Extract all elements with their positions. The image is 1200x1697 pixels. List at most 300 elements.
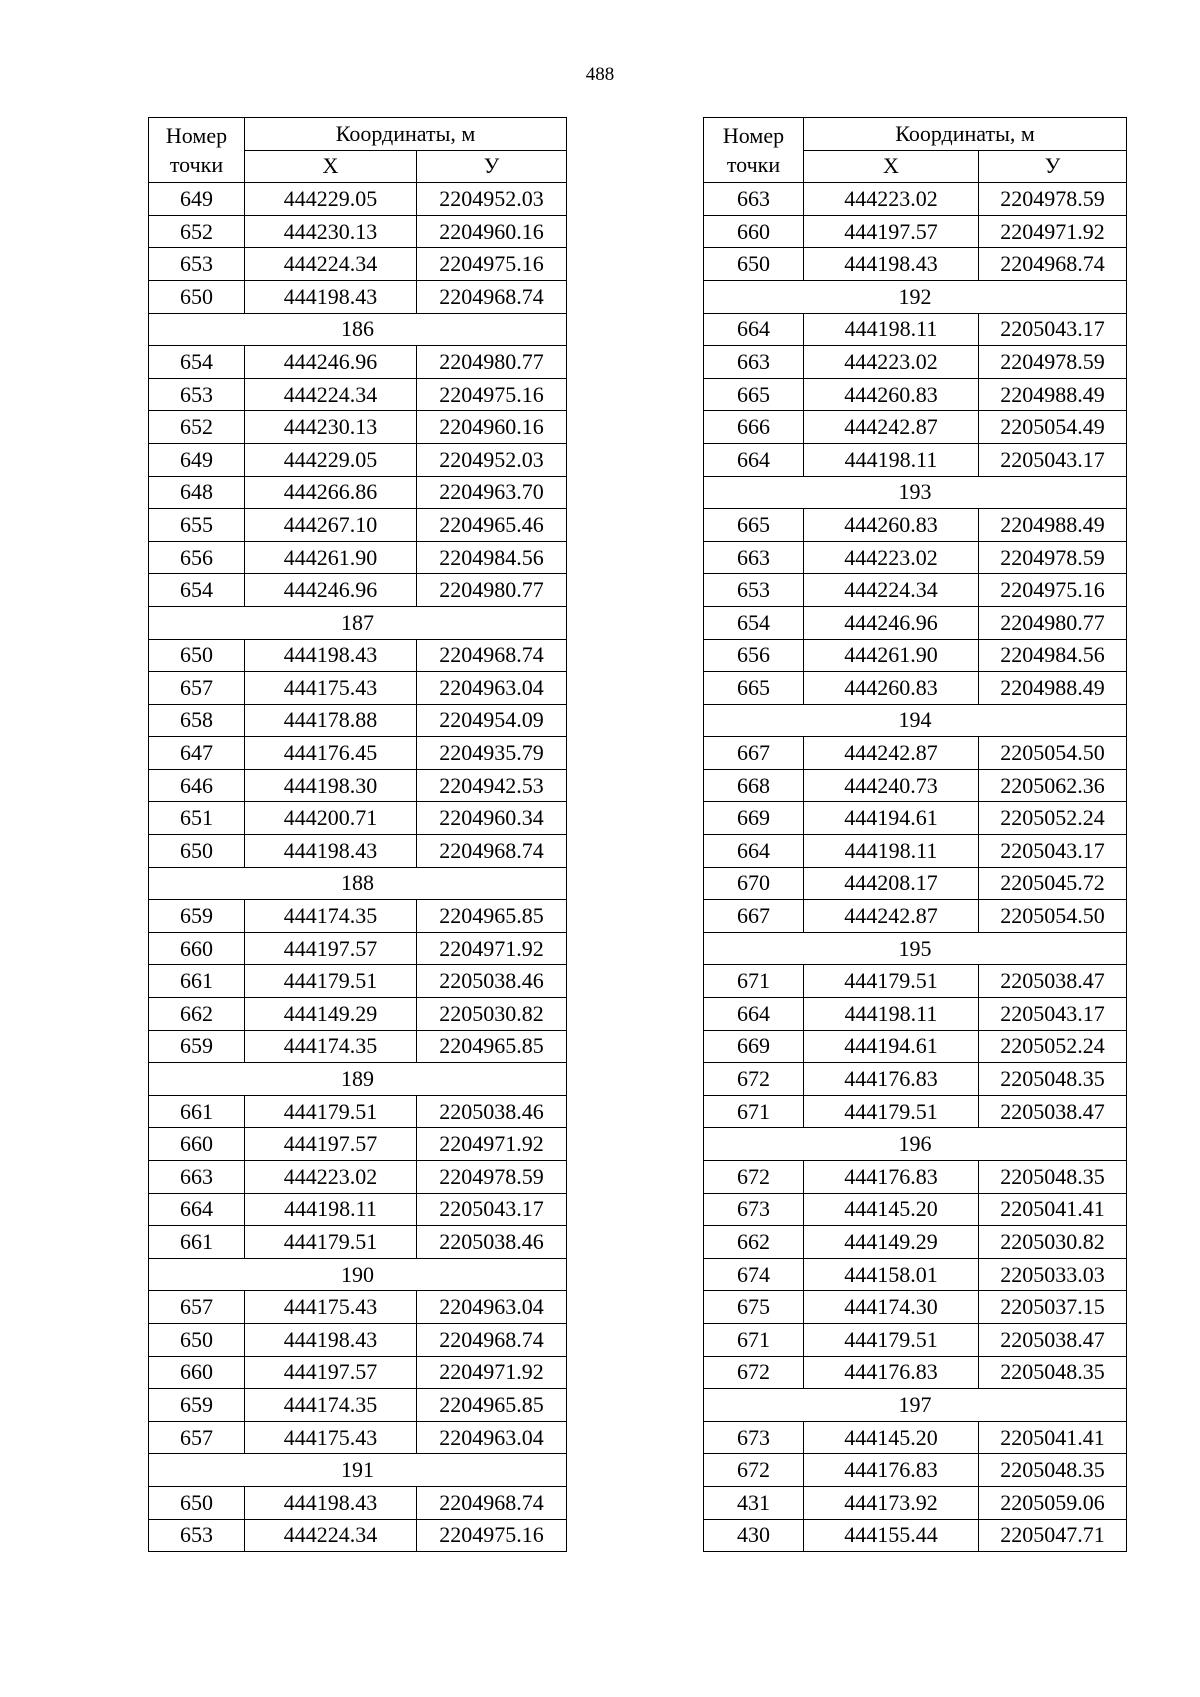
point-number-cell: 664 (704, 998, 804, 1031)
table-row (149, 965, 567, 998)
table-row (704, 1454, 1127, 1487)
section-number: 194 (704, 704, 1127, 737)
table-row (149, 1095, 567, 1128)
y-coordinate-cell: 2205048.35 (979, 1063, 1127, 1096)
point-number-cell: 671 (704, 1095, 804, 1128)
x-coordinate-cell: 444266.86 (245, 476, 417, 509)
point-number-cell: 675 (704, 1291, 804, 1324)
section-number: 195 (704, 932, 1127, 965)
point-number-cell: 662 (149, 998, 245, 1031)
point-number-cell: 650 (149, 835, 245, 868)
x-coordinate-cell: 444176.83 (804, 1454, 979, 1487)
x-coordinate-cell: 444267.10 (245, 509, 417, 542)
y-coordinate-cell: 2204942.53 (417, 769, 567, 802)
table-row (704, 215, 1127, 248)
table-row (149, 1030, 567, 1063)
point-number-cell: 660 (704, 215, 804, 248)
y-coordinate-cell: 2204971.92 (417, 1128, 567, 1161)
y-coordinate-cell: 2205041.41 (979, 1421, 1127, 1454)
table-row (704, 737, 1127, 770)
section-row (149, 1063, 567, 1096)
y-coordinate-cell: 2205043.17 (417, 1193, 567, 1226)
table-row (149, 1161, 567, 1194)
section-number: 190 (149, 1258, 567, 1291)
point-number-cell: 430 (704, 1519, 804, 1552)
table-row (149, 932, 567, 965)
section-row (149, 1454, 567, 1487)
y-coordinate-cell: 2204952.03 (417, 443, 567, 476)
section-number: 197 (704, 1389, 1127, 1422)
x-coordinate-cell: 444175.43 (245, 1421, 417, 1454)
y-coordinate-cell: 2205038.46 (417, 965, 567, 998)
point-number-cell: 647 (149, 737, 245, 770)
header-x: X (804, 150, 979, 183)
table-row (704, 313, 1127, 346)
point-number-cell: 663 (704, 346, 804, 379)
point-number-cell: 646 (149, 769, 245, 802)
table-row (704, 769, 1127, 802)
x-coordinate-cell: 444230.13 (245, 411, 417, 444)
section-row (149, 606, 567, 639)
section-row (704, 704, 1127, 737)
x-coordinate-cell: 444174.35 (245, 1030, 417, 1063)
y-coordinate-cell: 2204963.70 (417, 476, 567, 509)
y-coordinate-cell: 2205054.50 (979, 737, 1127, 770)
y-coordinate-cell: 2204984.56 (979, 639, 1127, 672)
y-coordinate-cell: 2205048.35 (979, 1356, 1127, 1389)
point-number-cell: 660 (149, 1356, 245, 1389)
point-number-cell: 651 (149, 802, 245, 835)
y-coordinate-cell: 2205041.41 (979, 1193, 1127, 1226)
y-coordinate-cell: 2205030.82 (979, 1226, 1127, 1259)
table-row (149, 346, 567, 379)
table-row (704, 1356, 1127, 1389)
x-coordinate-cell: 444224.34 (804, 574, 979, 607)
point-number-cell: 672 (704, 1454, 804, 1487)
section-row (704, 476, 1127, 509)
point-number-cell: 674 (704, 1258, 804, 1291)
x-coordinate-cell: 444198.43 (245, 835, 417, 868)
table-row (704, 346, 1127, 379)
point-number-cell: 659 (149, 1389, 245, 1422)
point-number-cell: 665 (704, 672, 804, 705)
x-coordinate-cell: 444149.29 (245, 998, 417, 1031)
table-row (704, 998, 1127, 1031)
point-number-cell: 655 (149, 509, 245, 542)
x-coordinate-cell: 444145.20 (804, 1193, 979, 1226)
point-number-cell: 648 (149, 476, 245, 509)
table-row (149, 737, 567, 770)
table-row (704, 541, 1127, 574)
table-row (704, 443, 1127, 476)
y-coordinate-cell: 2204965.46 (417, 509, 567, 542)
table-row (149, 280, 567, 313)
x-coordinate-cell: 444198.30 (245, 769, 417, 802)
point-number-cell: 653 (149, 1519, 245, 1552)
point-number-cell: 672 (704, 1356, 804, 1389)
point-number-cell: 664 (704, 835, 804, 868)
table-row (704, 1030, 1127, 1063)
x-coordinate-cell: 444176.83 (804, 1063, 979, 1096)
section-number: 196 (704, 1128, 1127, 1161)
section-row (704, 1389, 1127, 1422)
y-coordinate-cell: 2204980.77 (417, 574, 567, 607)
y-coordinate-cell: 2205038.47 (979, 1323, 1127, 1356)
table-row (704, 965, 1127, 998)
point-number-cell: 654 (149, 574, 245, 607)
y-coordinate-cell: 2204984.56 (417, 541, 567, 574)
point-number-cell: 670 (704, 867, 804, 900)
y-coordinate-cell: 2204975.16 (417, 378, 567, 411)
x-coordinate-cell: 444261.90 (804, 639, 979, 672)
point-number-cell: 657 (149, 1421, 245, 1454)
y-coordinate-cell: 2204988.49 (979, 672, 1127, 705)
x-coordinate-cell: 444198.43 (245, 280, 417, 313)
y-coordinate-cell: 2205052.24 (979, 1030, 1127, 1063)
coordinates-table-left (148, 117, 567, 1552)
x-coordinate-cell: 444145.20 (804, 1421, 979, 1454)
table-row (704, 378, 1127, 411)
x-coordinate-cell: 444224.34 (245, 248, 417, 281)
y-coordinate-cell: 2204971.92 (417, 1356, 567, 1389)
table-row (704, 1421, 1127, 1454)
y-coordinate-cell: 2205043.17 (979, 313, 1127, 346)
point-number-cell: 667 (704, 737, 804, 770)
y-coordinate-cell: 2205054.49 (979, 411, 1127, 444)
x-coordinate-cell: 444208.17 (804, 867, 979, 900)
x-coordinate-cell: 444223.02 (804, 541, 979, 574)
x-coordinate-cell: 444229.05 (245, 183, 417, 216)
x-coordinate-cell: 444198.43 (245, 1486, 417, 1519)
point-number-cell: 668 (704, 769, 804, 802)
section-number: 188 (149, 867, 567, 900)
point-number-cell: 664 (704, 313, 804, 346)
x-coordinate-cell: 444198.11 (804, 835, 979, 868)
table-row (149, 769, 567, 802)
point-number-cell: 656 (149, 541, 245, 574)
y-coordinate-cell: 2205043.17 (979, 835, 1127, 868)
point-number-cell: 431 (704, 1486, 804, 1519)
point-number-cell: 660 (149, 1128, 245, 1161)
page-number: 488 (585, 64, 615, 85)
table-row (704, 1095, 1127, 1128)
point-number-cell: 650 (149, 1323, 245, 1356)
point-number-cell: 667 (704, 900, 804, 933)
x-coordinate-cell: 444223.02 (245, 1161, 417, 1194)
table-row (149, 1389, 567, 1422)
table-row (149, 248, 567, 281)
table-row (704, 1161, 1127, 1194)
table-row (704, 1226, 1127, 1259)
table-row (149, 1128, 567, 1161)
point-number-cell: 653 (149, 248, 245, 281)
table-row (704, 802, 1127, 835)
y-coordinate-cell: 2204988.49 (979, 378, 1127, 411)
x-coordinate-cell: 444240.73 (804, 769, 979, 802)
x-coordinate-cell: 444246.96 (245, 574, 417, 607)
x-coordinate-cell: 444176.83 (804, 1356, 979, 1389)
section-row (704, 1128, 1127, 1161)
x-coordinate-cell: 444197.57 (245, 1128, 417, 1161)
point-number-cell: 669 (704, 802, 804, 835)
x-coordinate-cell: 444179.51 (245, 1095, 417, 1128)
x-coordinate-cell: 444197.57 (804, 215, 979, 248)
y-coordinate-cell: 2204935.79 (417, 737, 567, 770)
table-row (704, 248, 1127, 281)
header-y: У (979, 150, 1127, 183)
section-row (149, 1258, 567, 1291)
point-number-cell: 649 (149, 183, 245, 216)
x-coordinate-cell: 444229.05 (245, 443, 417, 476)
x-coordinate-cell: 444194.61 (804, 1030, 979, 1063)
y-coordinate-cell: 2204978.59 (979, 346, 1127, 379)
y-coordinate-cell: 2205059.06 (979, 1486, 1127, 1519)
table-row (149, 509, 567, 542)
point-number-cell: 650 (149, 1486, 245, 1519)
table-row (704, 835, 1127, 868)
x-coordinate-cell: 444175.43 (245, 1291, 417, 1324)
y-coordinate-cell: 2205045.72 (979, 867, 1127, 900)
point-number-cell: 652 (149, 411, 245, 444)
table-row (704, 574, 1127, 607)
y-coordinate-cell: 2205048.35 (979, 1161, 1127, 1194)
table-row (149, 1291, 567, 1324)
x-coordinate-cell: 444179.51 (245, 965, 417, 998)
point-number-cell: 672 (704, 1063, 804, 1096)
point-number-cell: 653 (704, 574, 804, 607)
y-coordinate-cell: 2204965.85 (417, 1389, 567, 1422)
section-row (704, 280, 1127, 313)
y-coordinate-cell: 2204980.77 (979, 606, 1127, 639)
point-number-cell: 671 (704, 1323, 804, 1356)
point-number-cell: 657 (149, 1291, 245, 1324)
y-coordinate-cell: 2204960.34 (417, 802, 567, 835)
y-coordinate-cell: 2204968.74 (417, 280, 567, 313)
y-coordinate-cell: 2204978.59 (979, 541, 1127, 574)
table-row (149, 183, 567, 216)
point-number-cell: 664 (704, 443, 804, 476)
y-coordinate-cell: 2205038.46 (417, 1226, 567, 1259)
point-number-cell: 669 (704, 1030, 804, 1063)
y-coordinate-cell: 2204968.74 (979, 248, 1127, 281)
y-coordinate-cell: 2204968.74 (417, 1486, 567, 1519)
x-coordinate-cell: 444200.71 (245, 802, 417, 835)
x-coordinate-cell: 444198.43 (804, 248, 979, 281)
table-row (149, 378, 567, 411)
y-coordinate-cell: 2204968.74 (417, 835, 567, 868)
section-number: 193 (704, 476, 1127, 509)
point-number-cell: 659 (149, 900, 245, 933)
point-number-cell: 650 (149, 280, 245, 313)
x-coordinate-cell: 444176.45 (245, 737, 417, 770)
x-coordinate-cell: 444155.44 (804, 1519, 979, 1552)
point-number-cell: 662 (704, 1226, 804, 1259)
x-coordinate-cell: 444198.11 (245, 1193, 417, 1226)
table-row (704, 1486, 1127, 1519)
point-number-cell: 661 (149, 1226, 245, 1259)
y-coordinate-cell: 2204968.74 (417, 639, 567, 672)
table-row (704, 672, 1127, 705)
point-number-cell: 652 (149, 215, 245, 248)
point-number-cell: 665 (704, 509, 804, 542)
point-number-cell: 650 (704, 248, 804, 281)
section-row (149, 313, 567, 346)
section-number: 192 (704, 280, 1127, 313)
y-coordinate-cell: 2204954.09 (417, 704, 567, 737)
y-coordinate-cell: 2204965.85 (417, 1030, 567, 1063)
table-row (149, 215, 567, 248)
point-number-cell: 656 (704, 639, 804, 672)
table-row (149, 443, 567, 476)
y-coordinate-cell: 2204960.16 (417, 215, 567, 248)
x-coordinate-cell: 444173.92 (804, 1486, 979, 1519)
table-row (149, 900, 567, 933)
table-row (149, 1421, 567, 1454)
point-number-cell: 666 (704, 411, 804, 444)
y-coordinate-cell: 2205052.24 (979, 802, 1127, 835)
section-row (149, 867, 567, 900)
table-row (149, 1193, 567, 1226)
point-number-cell: 673 (704, 1193, 804, 1226)
table-row (149, 411, 567, 444)
table-row (704, 183, 1127, 216)
y-coordinate-cell: 2204963.04 (417, 672, 567, 705)
x-coordinate-cell: 444246.96 (804, 606, 979, 639)
x-coordinate-cell: 444174.30 (804, 1291, 979, 1324)
y-coordinate-cell: 2204975.16 (979, 574, 1127, 607)
point-number-cell: 664 (149, 1193, 245, 1226)
table-row (704, 900, 1127, 933)
section-number: 186 (149, 313, 567, 346)
y-coordinate-cell: 2204975.16 (417, 248, 567, 281)
table-row (149, 672, 567, 705)
y-coordinate-cell: 2205038.47 (979, 965, 1127, 998)
table-row (704, 1519, 1127, 1552)
x-coordinate-cell: 444149.29 (804, 1226, 979, 1259)
table-row (704, 1193, 1127, 1226)
x-coordinate-cell: 444246.96 (245, 346, 417, 379)
y-coordinate-cell: 2205043.17 (979, 443, 1127, 476)
point-number-cell: 654 (704, 606, 804, 639)
x-coordinate-cell: 444261.90 (245, 541, 417, 574)
y-coordinate-cell: 2204968.74 (417, 1323, 567, 1356)
y-coordinate-cell: 2204965.85 (417, 900, 567, 933)
table-row (149, 639, 567, 672)
y-coordinate-cell: 2204988.49 (979, 509, 1127, 542)
table-row (704, 1323, 1127, 1356)
x-coordinate-cell: 444158.01 (804, 1258, 979, 1291)
table-row (149, 574, 567, 607)
x-coordinate-cell: 444179.51 (245, 1226, 417, 1259)
y-coordinate-cell: 2205048.35 (979, 1454, 1127, 1487)
y-coordinate-cell: 2205054.50 (979, 900, 1127, 933)
point-number-cell: 658 (149, 704, 245, 737)
x-coordinate-cell: 444179.51 (804, 1323, 979, 1356)
table-row (149, 704, 567, 737)
x-coordinate-cell: 444176.83 (804, 1161, 979, 1194)
x-coordinate-cell: 444224.34 (245, 1519, 417, 1552)
x-coordinate-cell: 444174.35 (245, 1389, 417, 1422)
x-coordinate-cell: 444175.43 (245, 672, 417, 705)
y-coordinate-cell: 2205033.03 (979, 1258, 1127, 1291)
x-coordinate-cell: 444242.87 (804, 737, 979, 770)
y-coordinate-cell: 2205043.17 (979, 998, 1127, 1031)
table-row (704, 1258, 1127, 1291)
y-coordinate-cell: 2204963.04 (417, 1291, 567, 1324)
coordinates-table-right (703, 117, 1127, 1552)
y-coordinate-cell: 2204980.77 (417, 346, 567, 379)
point-number-cell: 672 (704, 1161, 804, 1194)
x-coordinate-cell: 444260.83 (804, 509, 979, 542)
section-number: 187 (149, 606, 567, 639)
point-number-cell: 654 (149, 346, 245, 379)
y-coordinate-cell: 2204952.03 (417, 183, 567, 216)
table-row (149, 1486, 567, 1519)
point-number-cell: 660 (149, 932, 245, 965)
table-row (149, 802, 567, 835)
y-coordinate-cell: 2204975.16 (417, 1519, 567, 1552)
y-coordinate-cell: 2204978.59 (979, 183, 1127, 216)
point-number-cell: 663 (704, 183, 804, 216)
point-number-cell: 673 (704, 1421, 804, 1454)
table-row (149, 998, 567, 1031)
x-coordinate-cell: 444223.02 (804, 346, 979, 379)
point-number-cell: 663 (704, 541, 804, 574)
table-row (704, 639, 1127, 672)
x-coordinate-cell: 444230.13 (245, 215, 417, 248)
y-coordinate-cell: 2204960.16 (417, 411, 567, 444)
table-row (149, 1226, 567, 1259)
section-row (704, 932, 1127, 965)
x-coordinate-cell: 444197.57 (245, 1356, 417, 1389)
header-y: У (417, 150, 567, 183)
x-coordinate-cell: 444178.88 (245, 704, 417, 737)
table-row (704, 606, 1127, 639)
x-coordinate-cell: 444194.61 (804, 802, 979, 835)
table-row (704, 867, 1127, 900)
section-number: 189 (149, 1063, 567, 1096)
x-coordinate-cell: 444198.11 (804, 998, 979, 1031)
table-row (704, 509, 1127, 542)
x-coordinate-cell: 444179.51 (804, 1095, 979, 1128)
table-row (149, 541, 567, 574)
table-row (149, 835, 567, 868)
header-coordinates: Координаты, м (245, 118, 567, 151)
y-coordinate-cell: 2205037.15 (979, 1291, 1127, 1324)
x-coordinate-cell: 444242.87 (804, 411, 979, 444)
point-number-cell: 661 (149, 965, 245, 998)
y-coordinate-cell: 2204978.59 (417, 1161, 567, 1194)
table-row (704, 411, 1127, 444)
x-coordinate-cell: 444198.43 (245, 1323, 417, 1356)
point-number-cell: 649 (149, 443, 245, 476)
x-coordinate-cell: 444224.34 (245, 378, 417, 411)
y-coordinate-cell: 2204971.92 (979, 215, 1127, 248)
x-coordinate-cell: 444242.87 (804, 900, 979, 933)
x-coordinate-cell: 444260.83 (804, 378, 979, 411)
point-number-cell: 671 (704, 965, 804, 998)
y-coordinate-cell: 2205030.82 (417, 998, 567, 1031)
point-number-cell: 661 (149, 1095, 245, 1128)
point-number-cell: 653 (149, 378, 245, 411)
table-row (704, 1063, 1127, 1096)
x-coordinate-cell: 444197.57 (245, 932, 417, 965)
table-row (149, 1356, 567, 1389)
y-coordinate-cell: 2204971.92 (417, 932, 567, 965)
y-coordinate-cell: 2205062.36 (979, 769, 1127, 802)
point-number-cell: 665 (704, 378, 804, 411)
y-coordinate-cell: 2205038.47 (979, 1095, 1127, 1128)
